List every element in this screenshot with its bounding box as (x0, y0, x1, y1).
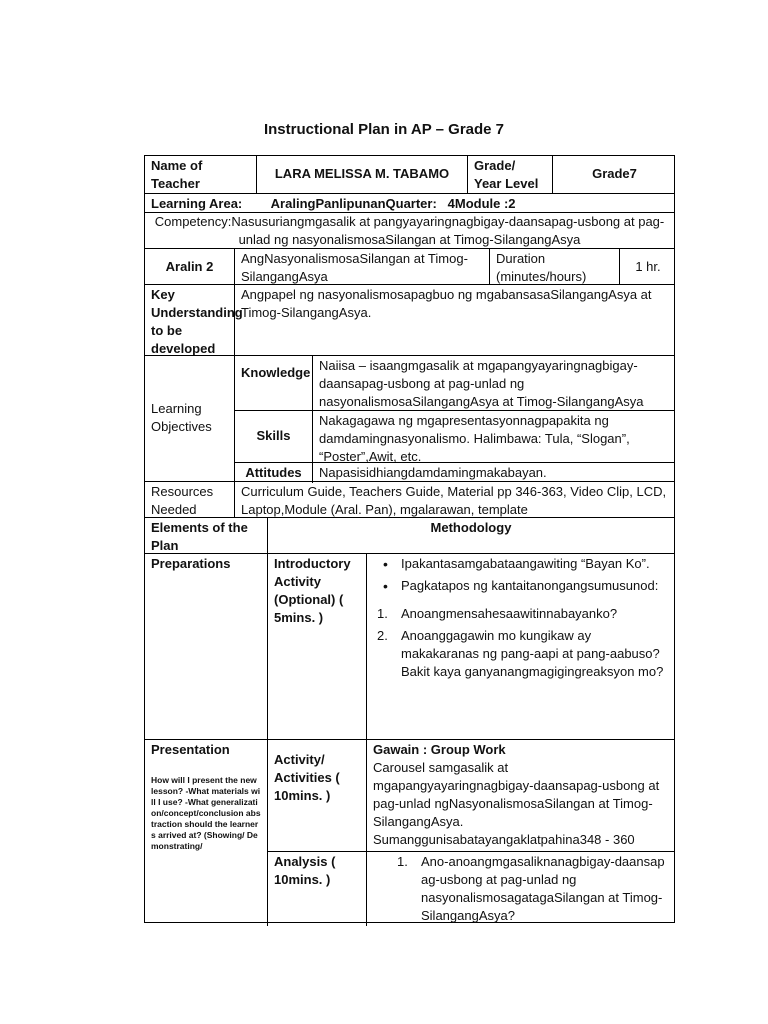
gawain-text: Carousel samgasalik at mgapangyayaringnagbigay-daansapag-usbong at pag-unlad ngNasyonalismosaSilangan at Timog-SilangangAsya. Sumanggunisabatayangaklatpahina348 - 360 (373, 760, 660, 847)
numbered-item: 1. Ano-anoangmgasaliknanagbigay-daansap ag-usbong at pag-unlad ng nasyonalismosagatagaSilangan at Timog-SilangangAsya? (397, 854, 665, 923)
competency: Competency:Nasusuriangmgasalik at pangyayaringnagbigay-daansapag-usbong at pag-unlad ng nasyonalismosaSilangan at Timog-SilangangAsya (154, 214, 665, 247)
activities-label: Activity/ Activities ( 10mins. ) (267, 740, 366, 851)
attitudes-label: Attitudes (234, 463, 312, 483)
preparations-row (145, 553, 674, 739)
aralin-label: Aralin 2 (165, 259, 214, 274)
preparations-label: Preparations (151, 556, 231, 571)
duration-value: 1 hr. (619, 249, 676, 284)
instructional-plan-table (144, 155, 675, 923)
resources-text: Curriculum Guide, Teachers Guide, Material pp 346-363, Video Clip, LCD, Laptop,Module (Aral. Pan), mgalarawan, template (234, 482, 674, 517)
presentation-notes: How will I present the new lesson? -What materials will I use? -What generalization/concept/conclusion abstraction should the learners arrived at? (Showing/ Demonstrating/ (151, 775, 261, 851)
elements-label: Elements of the Plan (151, 520, 248, 553)
teacher-label: Name of Teacher (151, 158, 203, 191)
resources-row (145, 481, 674, 517)
elements-row (145, 517, 674, 553)
key-understanding-row (145, 284, 674, 355)
teacher-row (145, 156, 674, 193)
aralin-row (145, 248, 674, 284)
bullet-item: • Ipakantasamgabataangawiting “Bayan Ko”. (373, 555, 666, 573)
gawain-title: Gawain : Group Work (373, 742, 506, 757)
learning-area: Learning Area: AralingPanlipunanQuarter: 4Module :2 (151, 196, 516, 211)
analysis-row (267, 851, 674, 926)
knowledge-label: Knowledge (234, 356, 312, 410)
presentation-row (145, 739, 674, 924)
skills-text: Nakagagawa ng mgapresentasyonnagpapakita ng damdamingnasyonalismo. Halimbawa: Tula, “Slogan”, “Poster”,Awit, etc. (312, 411, 674, 463)
attitudes-row (234, 462, 674, 483)
methodology-label: Methodology (267, 518, 674, 553)
bullet-item: • Pagkatapos ng kantaitanongangsumusunod: (373, 577, 666, 595)
numbered-item: 2. Anoanggagawin mo kungikaw ay makakaranas ng pang-aapi at pang-aabuso? Bakit kaya ganyanangmagigingreaksyon mo? (377, 628, 664, 679)
competency-row (145, 212, 674, 248)
skills-row (234, 410, 674, 463)
analysis-label: Analysis ( 10mins. ) (267, 852, 366, 926)
page-title: Instructional Plan in AP – Grade 7 (263, 121, 505, 138)
presentation-label: Presentation (151, 742, 230, 757)
numbered-item: 1. Anoangmensahesaawitinnabayanko? (377, 606, 618, 621)
objectives-label: Learning Objectives (151, 401, 212, 434)
objectives-row (145, 355, 674, 481)
knowledge-row (234, 356, 674, 410)
activities-row (267, 740, 674, 851)
duration-label: Duration (minutes/hours) (489, 249, 619, 284)
key-understanding-label: Key Understanding to be developed (151, 287, 243, 356)
grade-label: Grade/ Year Level (467, 156, 552, 193)
learning-area-row (145, 193, 674, 212)
gawain-cell (366, 740, 674, 851)
aralin-title: AngNasyonalismosaSilangan at Timog-SilangangAsya (234, 249, 489, 284)
knowledge-text: Naiisa – isaangmgasalik at mgapangyayaringnagbigay-daansapag-usbong at pag-unlad ng nasyonalismosaSilangangAsya at Timog-SilangangAsya (312, 356, 674, 410)
introductory-activity: Introductory Activity (Optional) ( 5mins. ) (267, 554, 366, 739)
grade-value: Grade7 (552, 156, 676, 193)
analysis-cell (366, 852, 674, 926)
skills-label: Skills (234, 411, 312, 463)
key-understanding-text: Angpapel ng nasyonalismosapagbuo ng mgabansasaSilangangAsya at Timog-SilangangAsya. (234, 285, 674, 355)
teacher-name: LARA MELISSA M. TABAMO (256, 156, 467, 193)
attitudes-text: Napasisidhiangdamdamingmakabayan. (312, 463, 674, 483)
preparations-content (366, 554, 674, 739)
presentation-cell (145, 740, 267, 924)
resources-label: Resources Needed (151, 484, 214, 517)
